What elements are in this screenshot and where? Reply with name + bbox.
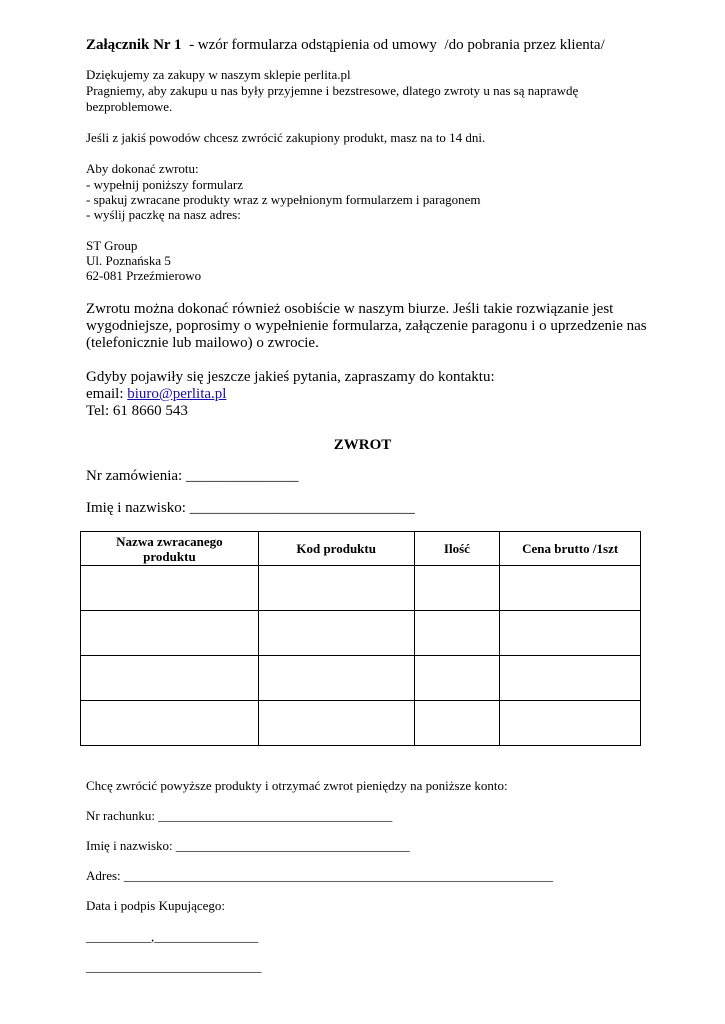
address-street: Ul. Poznańska 5 xyxy=(86,253,171,268)
refund-name-field[interactable]: Imię i nazwisko: ____________________________________ xyxy=(86,838,410,853)
quantity-cell[interactable] xyxy=(414,566,500,611)
account-number-field[interactable]: Nr rachunku: ____________________________________ xyxy=(86,808,393,823)
attachment-number: Załącznik Nr 1 xyxy=(86,37,182,53)
column-header-product-code: Kod produktu xyxy=(258,532,414,566)
table-row xyxy=(81,611,641,656)
table-row xyxy=(81,656,641,701)
product-name-cell[interactable] xyxy=(81,656,259,701)
form-heading: ZWROT xyxy=(333,437,392,453)
attachment-description: - wzór formularza odstąpienia od umowy /do pobrania przez klienta/ xyxy=(181,37,605,53)
product-code-cell[interactable] xyxy=(258,656,414,701)
quantity-cell[interactable] xyxy=(414,611,500,656)
price-cell[interactable] xyxy=(500,611,641,656)
contact-email-line xyxy=(86,386,226,403)
personal-return-text: wygodniejsze, poprosimy o wypełnienie formularza, załączenie paragonu i o uprzedzenie nas xyxy=(86,318,647,334)
price-cell[interactable] xyxy=(500,566,641,611)
step-item: - wyślij paczkę na nasz adres: xyxy=(86,207,241,222)
product-code-cell[interactable] xyxy=(258,701,414,746)
refund-address-field[interactable]: Adres: __________________________________________________________________ xyxy=(86,868,553,883)
table-row xyxy=(81,566,641,611)
personal-return-text: Zwrotu można dokonać również osobiście w naszym biurze. Jeśli takie rozwiązanie jest xyxy=(86,301,614,317)
email-link[interactable]: biuro@perlita.pl xyxy=(127,386,227,402)
quantity-cell[interactable] xyxy=(414,701,500,746)
intro-line: Pragniemy, aby zakupu u nas były przyjemne i bezstresowe, dlatego zwroty u nas są naprawdę xyxy=(86,83,579,98)
address-company: ST Group xyxy=(86,238,138,253)
column-header-quantity: Ilość xyxy=(414,532,500,566)
date-signature-field[interactable]: __________,________________ xyxy=(86,929,259,944)
signature-field[interactable]: ___________________________ xyxy=(86,959,262,974)
refund-statement: Chcę zwrócić powyższe produkty i otrzymać zwrot pieniędzy na poniższe konto: xyxy=(86,778,508,793)
contact-intro: Gdyby pojawiły się jeszcze jakieś pytania, zapraszamy do kontaktu: xyxy=(86,369,495,385)
signature-label: Data i podpis Kupującego: xyxy=(86,898,225,913)
step-item: - spakuj zwracane produkty wraz z wypełnionym formularzem i paragonem xyxy=(86,192,481,207)
address-city: 62-081 Przeźmierowo xyxy=(86,268,202,283)
return-period-note: Jeśli z jakiś powodów chcesz zwrócić zakupiony produkt, masz na to 14 dni. xyxy=(86,130,486,145)
order-number-field[interactable]: Nr zamówienia: _______________ xyxy=(86,468,299,484)
steps-heading: Aby dokonać zwrotu: xyxy=(86,161,199,176)
contact-phone: Tel: 61 8660 543 xyxy=(86,403,188,419)
product-name-cell[interactable] xyxy=(81,566,259,611)
price-cell[interactable] xyxy=(500,701,641,746)
product-code-cell[interactable] xyxy=(258,566,414,611)
column-header-gross-price: Cena brutto /1szt xyxy=(500,532,641,566)
price-cell[interactable] xyxy=(500,656,641,701)
thanks-line: Dziękujemy za zakupy w naszym sklepie perlita.pl xyxy=(86,67,351,82)
product-name-cell[interactable] xyxy=(81,701,259,746)
personal-return-text: (telefonicznie lub mailowo) o zwrocie. xyxy=(86,335,319,351)
intro-line-cont: bezproblemowe. xyxy=(86,99,173,114)
email-label: email: xyxy=(86,386,128,402)
product-name-cell[interactable] xyxy=(81,611,259,656)
quantity-cell[interactable] xyxy=(414,656,500,701)
step-item: - wypełnij poniższy formularz xyxy=(86,177,244,192)
product-code-cell[interactable] xyxy=(258,611,414,656)
column-header-product-name: Nazwa zwracanego produktu xyxy=(81,532,259,566)
name-field[interactable]: Imię i nazwisko: ______________________________ xyxy=(86,500,415,516)
table-row xyxy=(81,701,641,746)
attachment-title xyxy=(86,37,605,54)
table-header-row xyxy=(81,532,641,566)
return-items-table xyxy=(80,531,641,746)
